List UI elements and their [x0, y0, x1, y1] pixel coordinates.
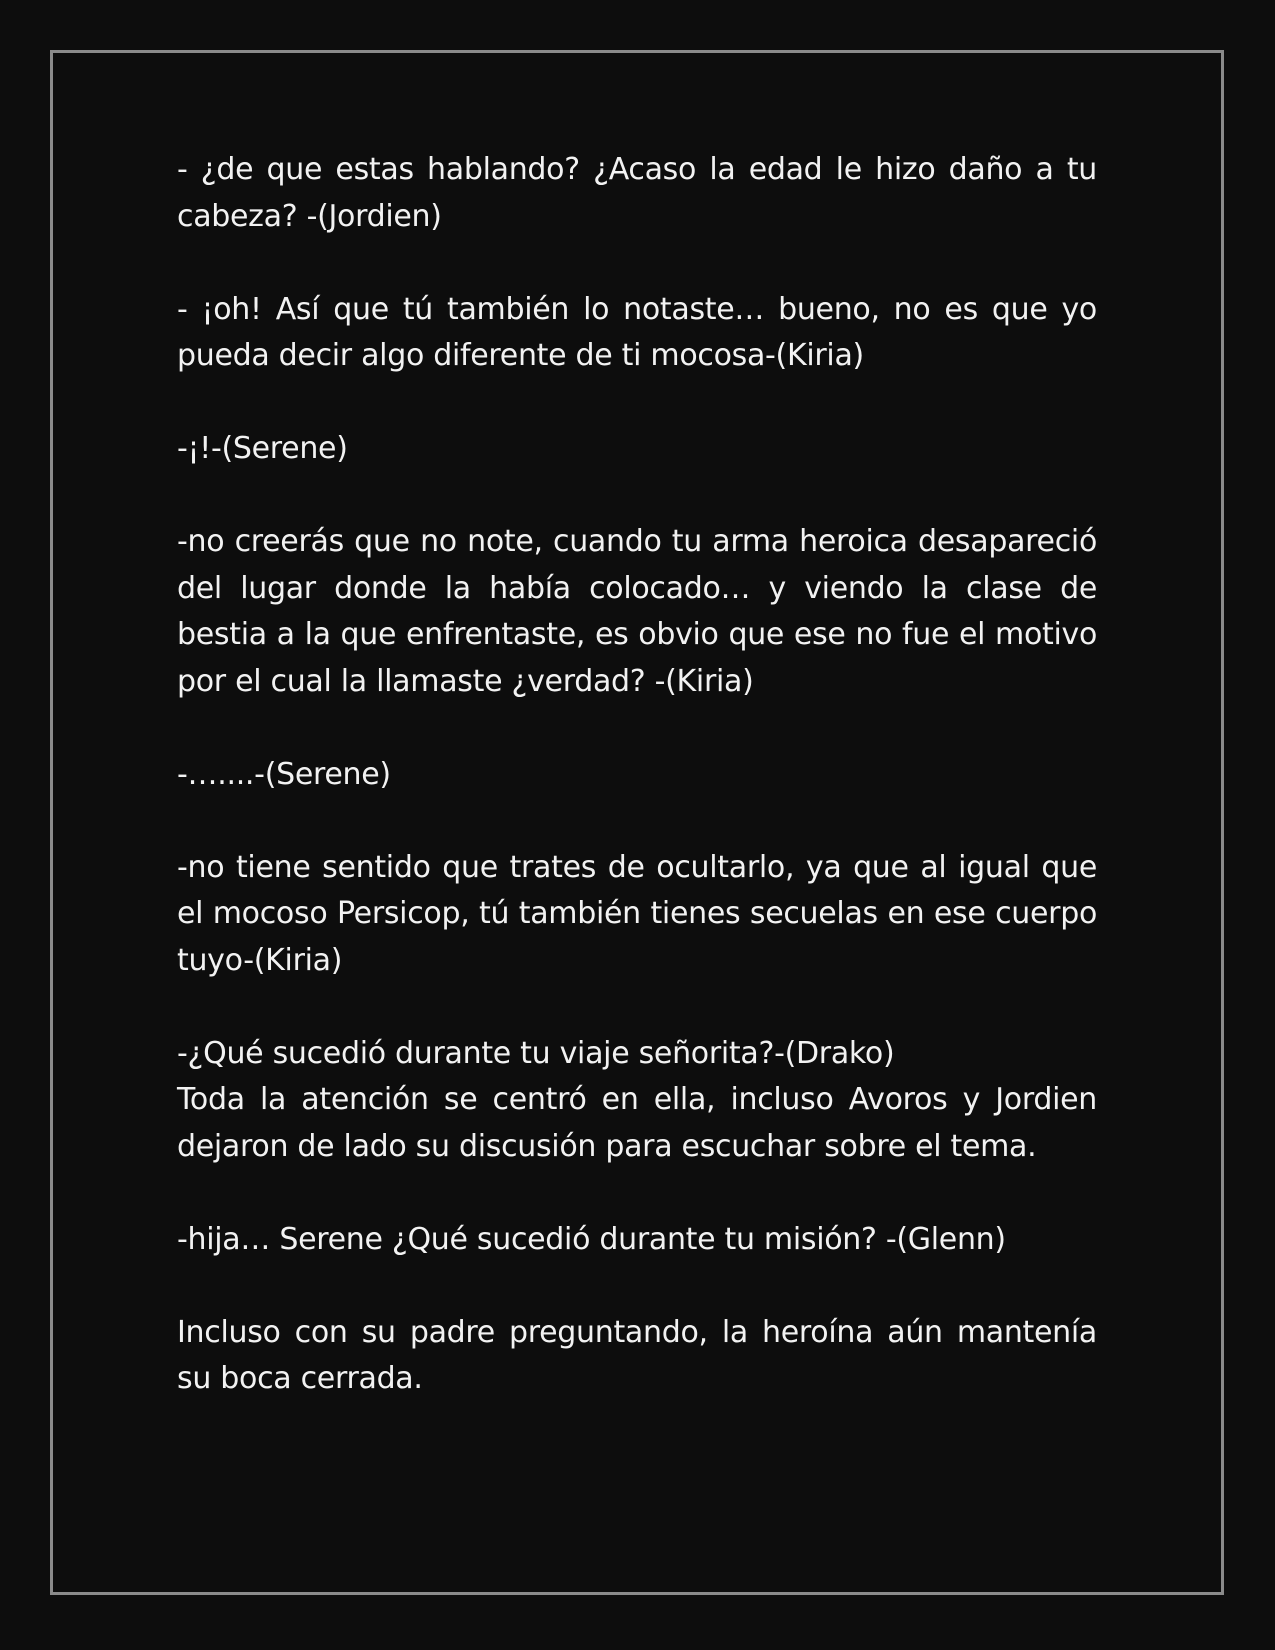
dialogue-line-jordien: - ¿de que estas hablando? ¿Acaso la edad le hizo daño a tu cabeza? -(Jordien): [177, 152, 1097, 234]
dialogue-line-kiria: -no creerás que no note, cuando tu arma heroica desapareció del lugar donde la había colocado… y viendo la clase de bestia a la que enfrentaste, es obvio que ese no fue el motivo por el cual la llamaste ¿verdad? -(Kiria): [177, 524, 1097, 699]
narration-paragraph: Incluso con su padre preguntando, la heroína aún mantenía su boca cerrada.: [177, 1314, 1097, 1396]
dialogue-line-drako: -¿Qué sucedió durante tu viaje señorita?-(Drako): [177, 1035, 895, 1071]
dialogue-line-serene: -…....-(Serene): [177, 756, 391, 792]
narration-paragraph: Toda la atención se centró en ella, incluso Avoros y Jordien dejaron de lado su discusión para escuchar sobre el tema.: [177, 1082, 1097, 1164]
dialogue-line-serene: -¡!-(Serene): [177, 431, 348, 466]
document-body: [177, 147, 1097, 1449]
dialogue-line-kiria: - ¡oh! Así que tú también lo notaste… bueno, no es que yo pueda decir algo diferente de ti mocosa-(Kiria): [177, 291, 1097, 373]
dialogue-line-glenn: -hija… Serene ¿Qué sucedió durante tu misión? -(Glenn): [177, 1221, 1006, 1257]
dialogue-line-kiria: -no tiene sentido que trates de ocultarlo, ya que al igual que el mocoso Persicop, tú también tienes secuelas en ese cuerpo tuyo-(Kiria): [177, 849, 1097, 978]
